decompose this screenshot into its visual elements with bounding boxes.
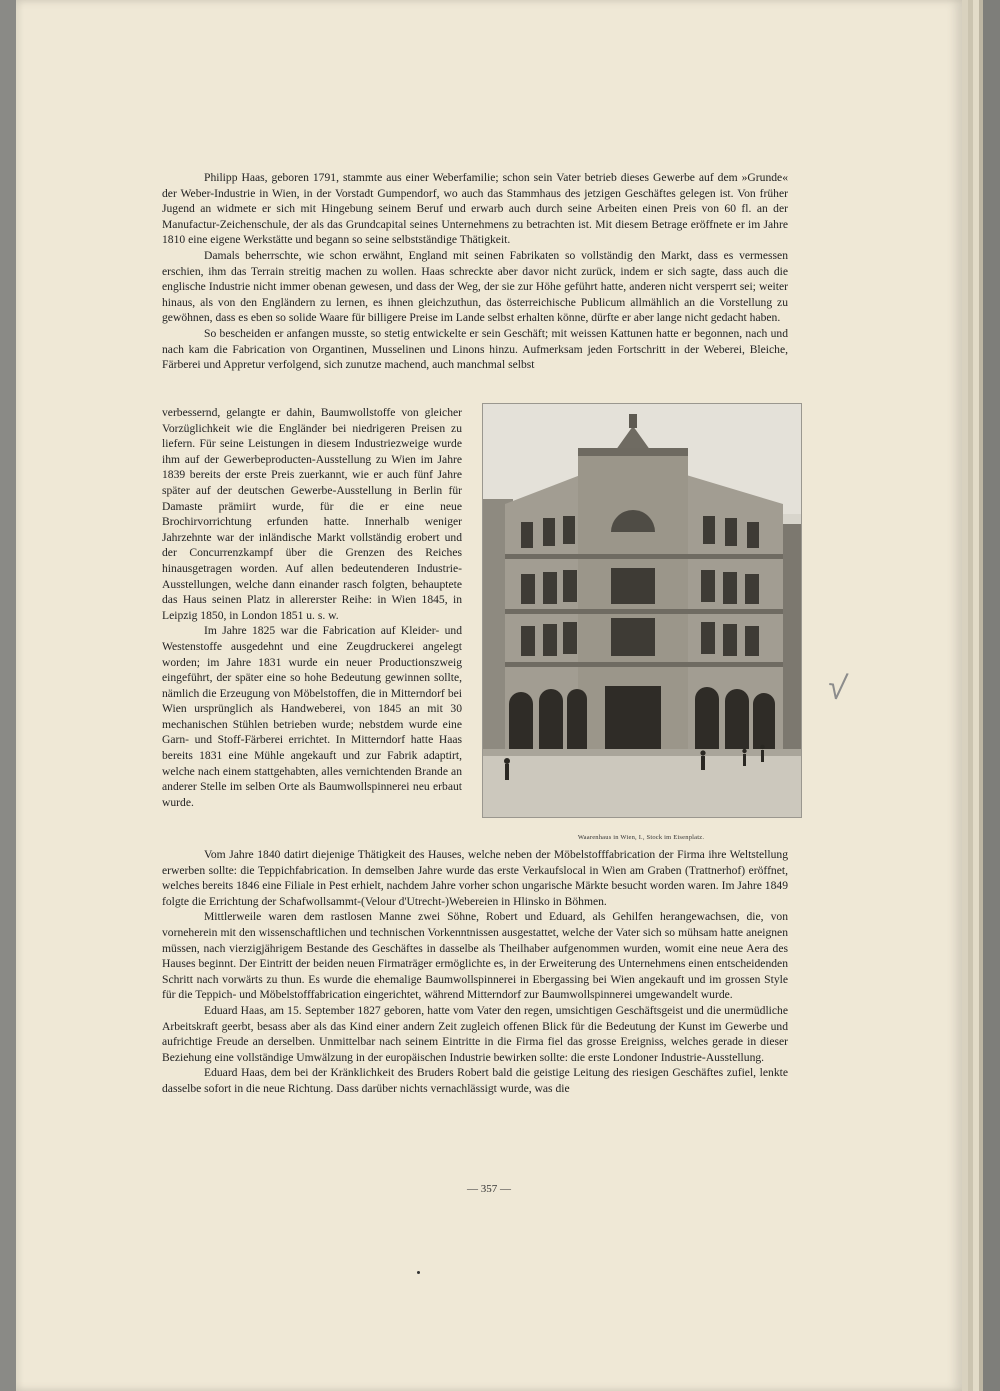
book-page [16,0,962,1391]
building-photograph [482,403,802,818]
paragraph: Mittlerweile waren dem rastlosen Manne zwei Söhne, Robert und Eduard, als Gehilfen herangewachsen, die, von vorneherein mit den wissenschaftlichen und technischen Vorkenntnissen ausgestattet, welche der Vater sich so mühsam hatte aneignen müssen, nach vierzigjährigem Bestande des Geschäftes in dasselbe als Theilhaber aufgenommen wurden, womit eine neue Aera des Hauses beginnt. Der Eintritt der beiden neuen Firmaträger ermöglichte es, in der Erweiterung des Unternehmens einen entscheidenden Schritt nach vorwärts zu thun. Es wurde die ehemalige Baumwollspinnerei in Ebergassing bei Wien angekauft und im grossen Style für die Teppich- und Möbelstofffabrication eingerichtet, während Mitterndorf zur Baumwollspinnerei umgewandelt wurde. [162,910,788,1002]
figure-caption: Waarenhaus in Wien, I., Stock im Eisenplatz. [577,834,705,841]
paragraph: Im Jahre 1825 war die Fabrication auf Kleider- und Westenstoffe ausgedehnt und eine Zeugdruckerei angelegt worden; im Jahre 1831 wurde ein neuer Productionszweig eingeführt, der später eine so hohe Bedeutung gewinnen sollte, nämlich die Erzeugung von Möbelstoffen, die in Mitterndorf bei Wien ursprünglich als Handweberei, von 1845 an mit 30 mechanischen Stühlen betrieben wurde; nebstdem wurde eine Garn- und Stoff-Färberei errichtet. In Mitterndorf hatte Haas bereits 1831 eine Mühle angekauft und zur Fabrik adaptirt, welche nach einem stattgehabten, alles vernichtenden Brande an anderer Stelle im selben Orte als Baumwollspinnerei neu erbaut wurde. [162,624,462,809]
paragraph: So bescheiden er anfangen musste, so stetig entwickelte er sein Geschäft; mit weissen Kattunen hatte er begonnen, nach und nach kam die Fabrication von Organtinen, Musselinen und Linons hinzu. Aufmerksam jeden Fortschritt in der Weberei, Bleiche, Färberei und Appretur verfolgend, sich zunutze machend, auch manchmal selbst [162,326,788,372]
paragraph: Eduard Haas, dem bei der Kränklichkeit des Bruders Robert bald die geistige Leitung des riesigen Geschäftes zufiel, lenkte dasselbe sofort in die neue Richtung. Dass darüber nichts vernachlässigt wurde, was die [162,1066,788,1095]
page-number: — 357 — [467,1183,511,1195]
print-dot [417,1271,420,1274]
paragraph: Eduard Haas, am 15. September 1827 geboren, hatte vom Vater den regen, umsichtigen Geschäftsgeist und die unermüdliche Arbeitskraft geerbt, besass aber als das Kind einer andern Zeit zugleich offenen Blick für die Bedeutung der Kunst im Gewerbe und aufrichtige Freude an derselben. Unmittelbar nach seinem Eintritte in die Firma fiel das grosse Ereigniss, welches gerade in dieser Beziehung eine vollständige Umwälzung in der europäischen Industrie bewirken sollte: die erste Londoner Industrie-Ausstellung. [162,1003,788,1064]
text-block-top [162,170,788,373]
paragraph: verbessernd, gelangte er dahin, Baumwollstoffe von gleicher Vorzüglichkeit wie die Engländer bei niedrigeren Preisen zu liefern. Für seine Leistungen in diesem Industriezweige wurde ihm auf der Gewerbeproducten-Ausstellung zu Wien im Jahre 1839 bereits der erste Preis zuerkannt, wie er auch fünf Jahre später auf der deutschen Gewerbe-Ausstellung in Berlin für Damaste prämiirt wurde, für die er eine neue Brochirvorrichtung erfunden hatte. Innerhalb weniger Jahrzehnte war der inländische Markt vollständig erobert und der Concurrenzkampf über die Grenzen des Reiches hinausgetragen worden. Auf allen bedeutenderen Industrie-Ausstellungen, welche dann einander rasch folgten, behauptete das Haus seinen Platz in allererster Reihe: in Wien 1845, in Leipzig 1850, in London 1851 u. s. w. [162,406,462,622]
pencil-check-mark: √ [825,666,850,710]
text-block-beside-figure [162,405,462,810]
paragraph: Vom Jahre 1840 datirt diejenige Thätigkeit des Hauses, welche neben der Möbelstofffabrication der Firma ihre Weltstellung erwerben sollte: die Teppichfabrication. In demselben Jahre wurde das erste Verkaufslocal in Wien am Graben (Trattnerhof) eröffnet, welches bereits 1846 eine Filiale in Pest erhielt, nachdem Jahre vorher schon ungarische Märkte besucht worden waren. Im Jahre 1849 folgte die Errichtung der Schafwollsammt-(Velour d'Utrecht-)Webereien in Hlinsko in Böhmen. [162,848,788,908]
paragraph: Damals beherrschte, wie schon erwähnt, England mit seinen Fabrikaten so vollständig den Markt, dass es vermessen erschien, ihm das Terrain streitig machen zu wollen. Haas schreckte aber davor nicht zurück, indem er sich sagte, dass auch die englische Industrie nicht immer obenan gewesen, und dass der Weg, der sie zur Höhe geführt hatte, anderen nicht versperrt sei; weiter hinaus, als von den Engländern zu lernen, es ihnen gleichzuthun, das österreichische Publicum allmählich an die Vorstellung zu gewöhnen, dass es eben so solide Waare für billigere Preise im Lande selbst erhalten könne, dürfte er aber lange nicht gedacht haben. [162,248,788,325]
text-block-bottom [162,847,788,1097]
paragraph: Philipp Haas, geboren 1791, stammte aus einer Weberfamilie; schon sein Vater betrieb dieses Gewerbe auf dem »Grunde« der Weber-Industrie in Wien, in der Vorstadt Gumpendorf, wo auch das Stammhaus des jetzigen Geschäftes gelegen ist. Von früher Jugend an widmete er sich mit Hingebung seinem Beruf und erwarb auch durch seine Arbeiten einen Preis von 60 fl. an der Manufactur-Zeichenschule, der als das Grundcapital seines Unternehmens zu betrachten ist. Mit diesem Betrage eröffnete er im Jahre 1810 eine eigene Werkstätte und begann so seine selbstständige Thätigkeit. [162,171,788,247]
book-binding-shadow [983,0,1000,1391]
